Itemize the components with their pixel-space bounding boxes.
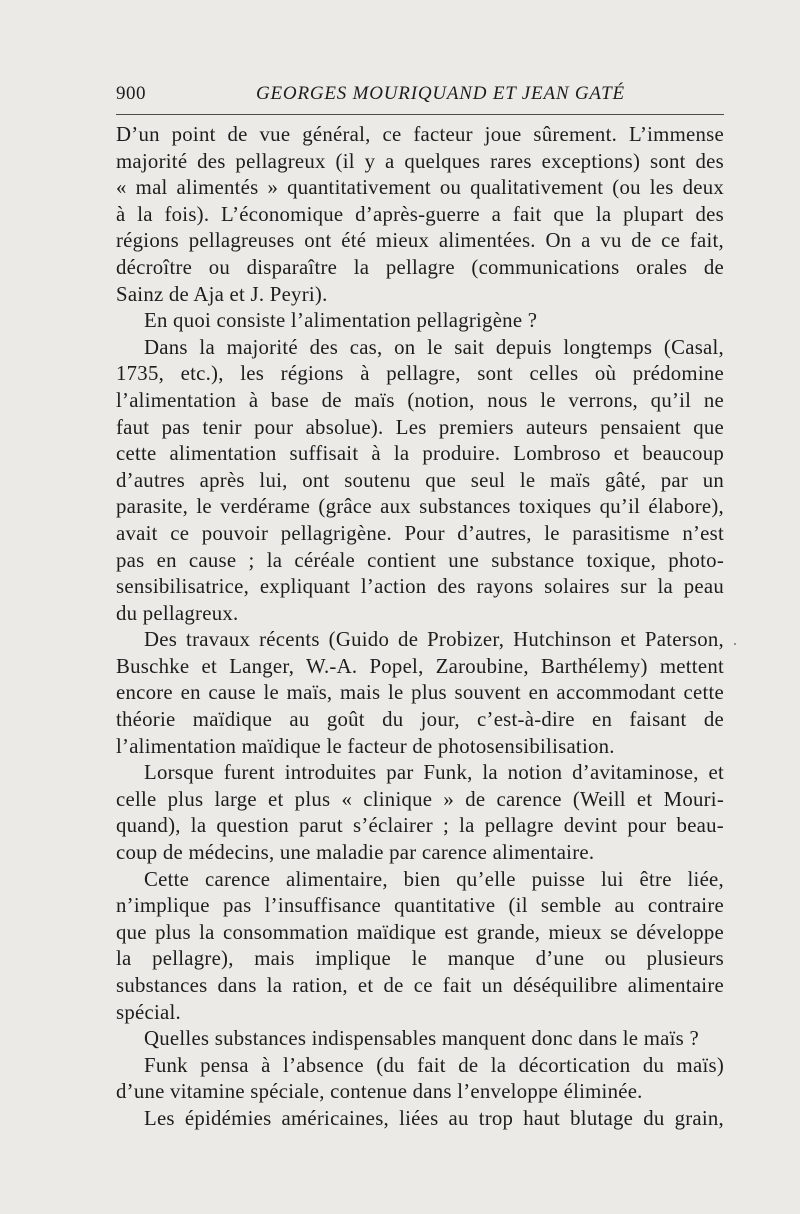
text-line: Dans la majorité des cas, on le sait depuis longtemps (Casal, [144,335,724,359]
text-line: En quoi consiste l’alimentation pellagrigène ? [144,309,538,333]
text-line: du pellagreux. [116,601,239,625]
text-line: l’alimentation à base de maïs (notion, nous le verrons, qu’il ne [116,388,724,412]
text-line: n’implique pas l’insuffisance quantitative (il semble au contraire [116,894,724,918]
page-header [116,82,724,112]
text-line: quand), la question parut s’éclairer ; la pellagre devint pour beau- [116,814,724,838]
text-line: substances dans la ration, et de ce fait un déséquilibre alimentaire [116,974,724,997]
text-line: pas en cause ; la céréale contient une substance toxique, photo- [116,548,724,572]
text-line: majorité des pellagreux (il y a quelques rares exceptions) sont des [116,149,724,173]
text-line: l’alimentation maïdique le facteur de photosensibilisation. [116,734,615,758]
text-line: régions pellagreuses ont été mieux alimentées. On a vu de ce fait, [116,229,724,253]
page-number: 900 [116,83,146,104]
text-line: Cette carence alimentaire, bien qu’elle puisse lui être liée, [144,867,724,891]
text-line: faut pas tenir pour absolue). Les premiers auteurs pensaient que [116,415,724,439]
text-line: parasite, le verdérame (grâce aux substances toxiques qu’il élabore), [116,495,724,519]
running-title: GEORGES MOURIQUAND ET JEAN GATÉ [256,83,625,104]
text-line: celle plus large et plus « clinique » de carence (Weill et Mouri- [116,787,724,811]
text-line: 1735, etc.), les régions à pellagre, sont celles où prédomine [116,362,724,386]
text-line: que plus la consommation maïdique est grande, mieux se développe [116,920,724,944]
body-text [116,122,724,1133]
text-line: Funk pensa à l’absence (du fait de la décortication du maïs) [144,1053,724,1077]
text-line: sensibilisatrice, expliquant l’action des rayons solaires sur la peau [116,575,724,599]
header-rule [116,114,724,115]
text-line: Quelles substances indispensables manquent donc dans le maïs ? [144,1027,699,1051]
text-line: Lorsque furent introduites par Funk, la notion d’avitaminose, et [144,761,724,785]
text-line: Des travaux récents (Guido de Probizer, Hutchinson et Paterson, [144,628,724,652]
text-line: Buschke et Langer, W.-A. Popel, Zaroubine, Barthélemy) mettent [116,654,724,678]
text-line: D’un point de vue général, ce facteur joue sûrement. L’immense [116,123,724,146]
text-line: encore en cause le maïs, mais le plus souvent en accommodant cette [116,681,724,705]
text-line: décroître ou disparaître la pellagre (communications orales de [116,255,724,279]
text-line: avait ce pouvoir pellagrigène. Pour d’autres, le parasitisme n’est [116,521,724,545]
text-line: à la fois). L’économique d’après-guerre a fait que la plupart des [116,202,724,226]
text-line: la pellagre), mais implique le manque d’une ou plusieurs [116,947,724,971]
text-line: spécial. [116,1000,181,1024]
text-line: coup de médecins, une maladie par carence alimentaire. [116,841,595,865]
paper-speck [734,643,736,645]
text-line: Sainz de Aja et J. Peyri). [116,282,328,306]
text-line: Les épidémies américaines, liées au trop haut blutage du grain, [144,1106,724,1130]
text-line: d’une vitamine spéciale, contenue dans l’enveloppe éliminée. [116,1080,643,1104]
text-line: « mal alimentés » quantitativement ou qualitativement (ou les deux [116,176,724,200]
text-line: cette alimentation suffisait à la produire. Lombroso et beaucoup [116,442,724,466]
text-line: théorie maïdique au goût du jour, c’est-à-dire en faisant de [116,708,724,732]
text-line: d’autres après lui, ont soutenu que seul le maïs gâté, par un [116,468,724,492]
